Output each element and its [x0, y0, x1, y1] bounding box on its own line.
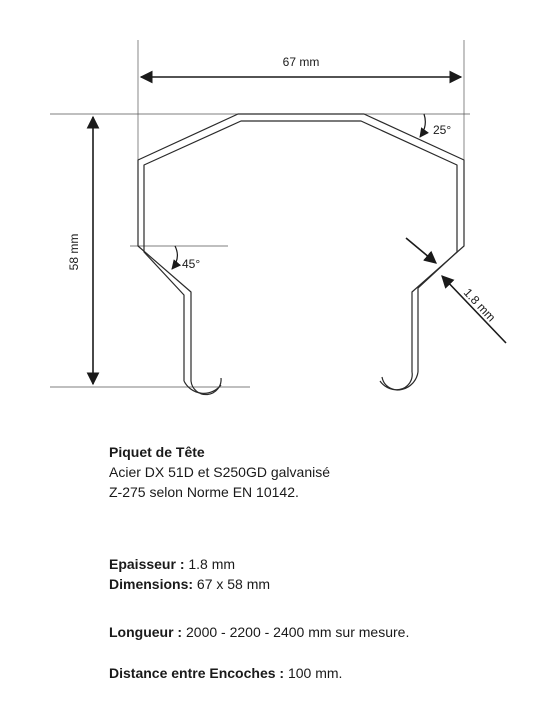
product-title: Piquet de Tête — [109, 444, 205, 460]
thickness-arrow-upper — [406, 238, 436, 263]
right-hook — [380, 372, 418, 390]
height-dimension-label: 58 mm — [67, 233, 81, 271]
spec-thickness-value: 1.8 mm — [184, 556, 236, 572]
material-line: Acier DX 51D et S250GD galvanisé — [109, 464, 330, 480]
extension-lines — [50, 40, 470, 387]
spec-thickness — [109, 554, 270, 574]
spec-length-key: Longueur : — [109, 624, 183, 640]
spec-length-value: 2000 - 2200 - 2400 mm sur mesure. — [182, 624, 410, 640]
spec-block-dimensions — [109, 554, 270, 594]
spec-dimensions — [109, 574, 270, 594]
width-dimension-label: 67 mm — [282, 55, 320, 69]
profile-outer-edge — [138, 114, 464, 395]
spec-dimensions-value: 67 x 58 mm — [193, 576, 271, 592]
angle-label-25: 25° — [433, 123, 452, 137]
spec-notch-distance — [109, 663, 342, 683]
norm-line: Z-275 selon Norme EN 10142. — [109, 484, 299, 500]
angle-arc-25 — [420, 114, 425, 137]
thickness-arrow-lower — [442, 276, 506, 343]
spec-length — [109, 622, 409, 642]
product-description — [109, 442, 330, 502]
thickness-label: 1.8 mm — [460, 285, 499, 325]
spec-notch-key: Distance entre Encoches : — [109, 665, 285, 681]
spec-thickness-key: Epaisseur : — [109, 556, 185, 572]
angle-label-45: 45° — [182, 257, 201, 271]
spec-dimensions-key: Dimensions: — [109, 576, 194, 592]
angle-arc-45 — [172, 246, 177, 269]
steel-profile — [138, 114, 464, 395]
spec-notch-value: 100 mm. — [284, 665, 343, 681]
